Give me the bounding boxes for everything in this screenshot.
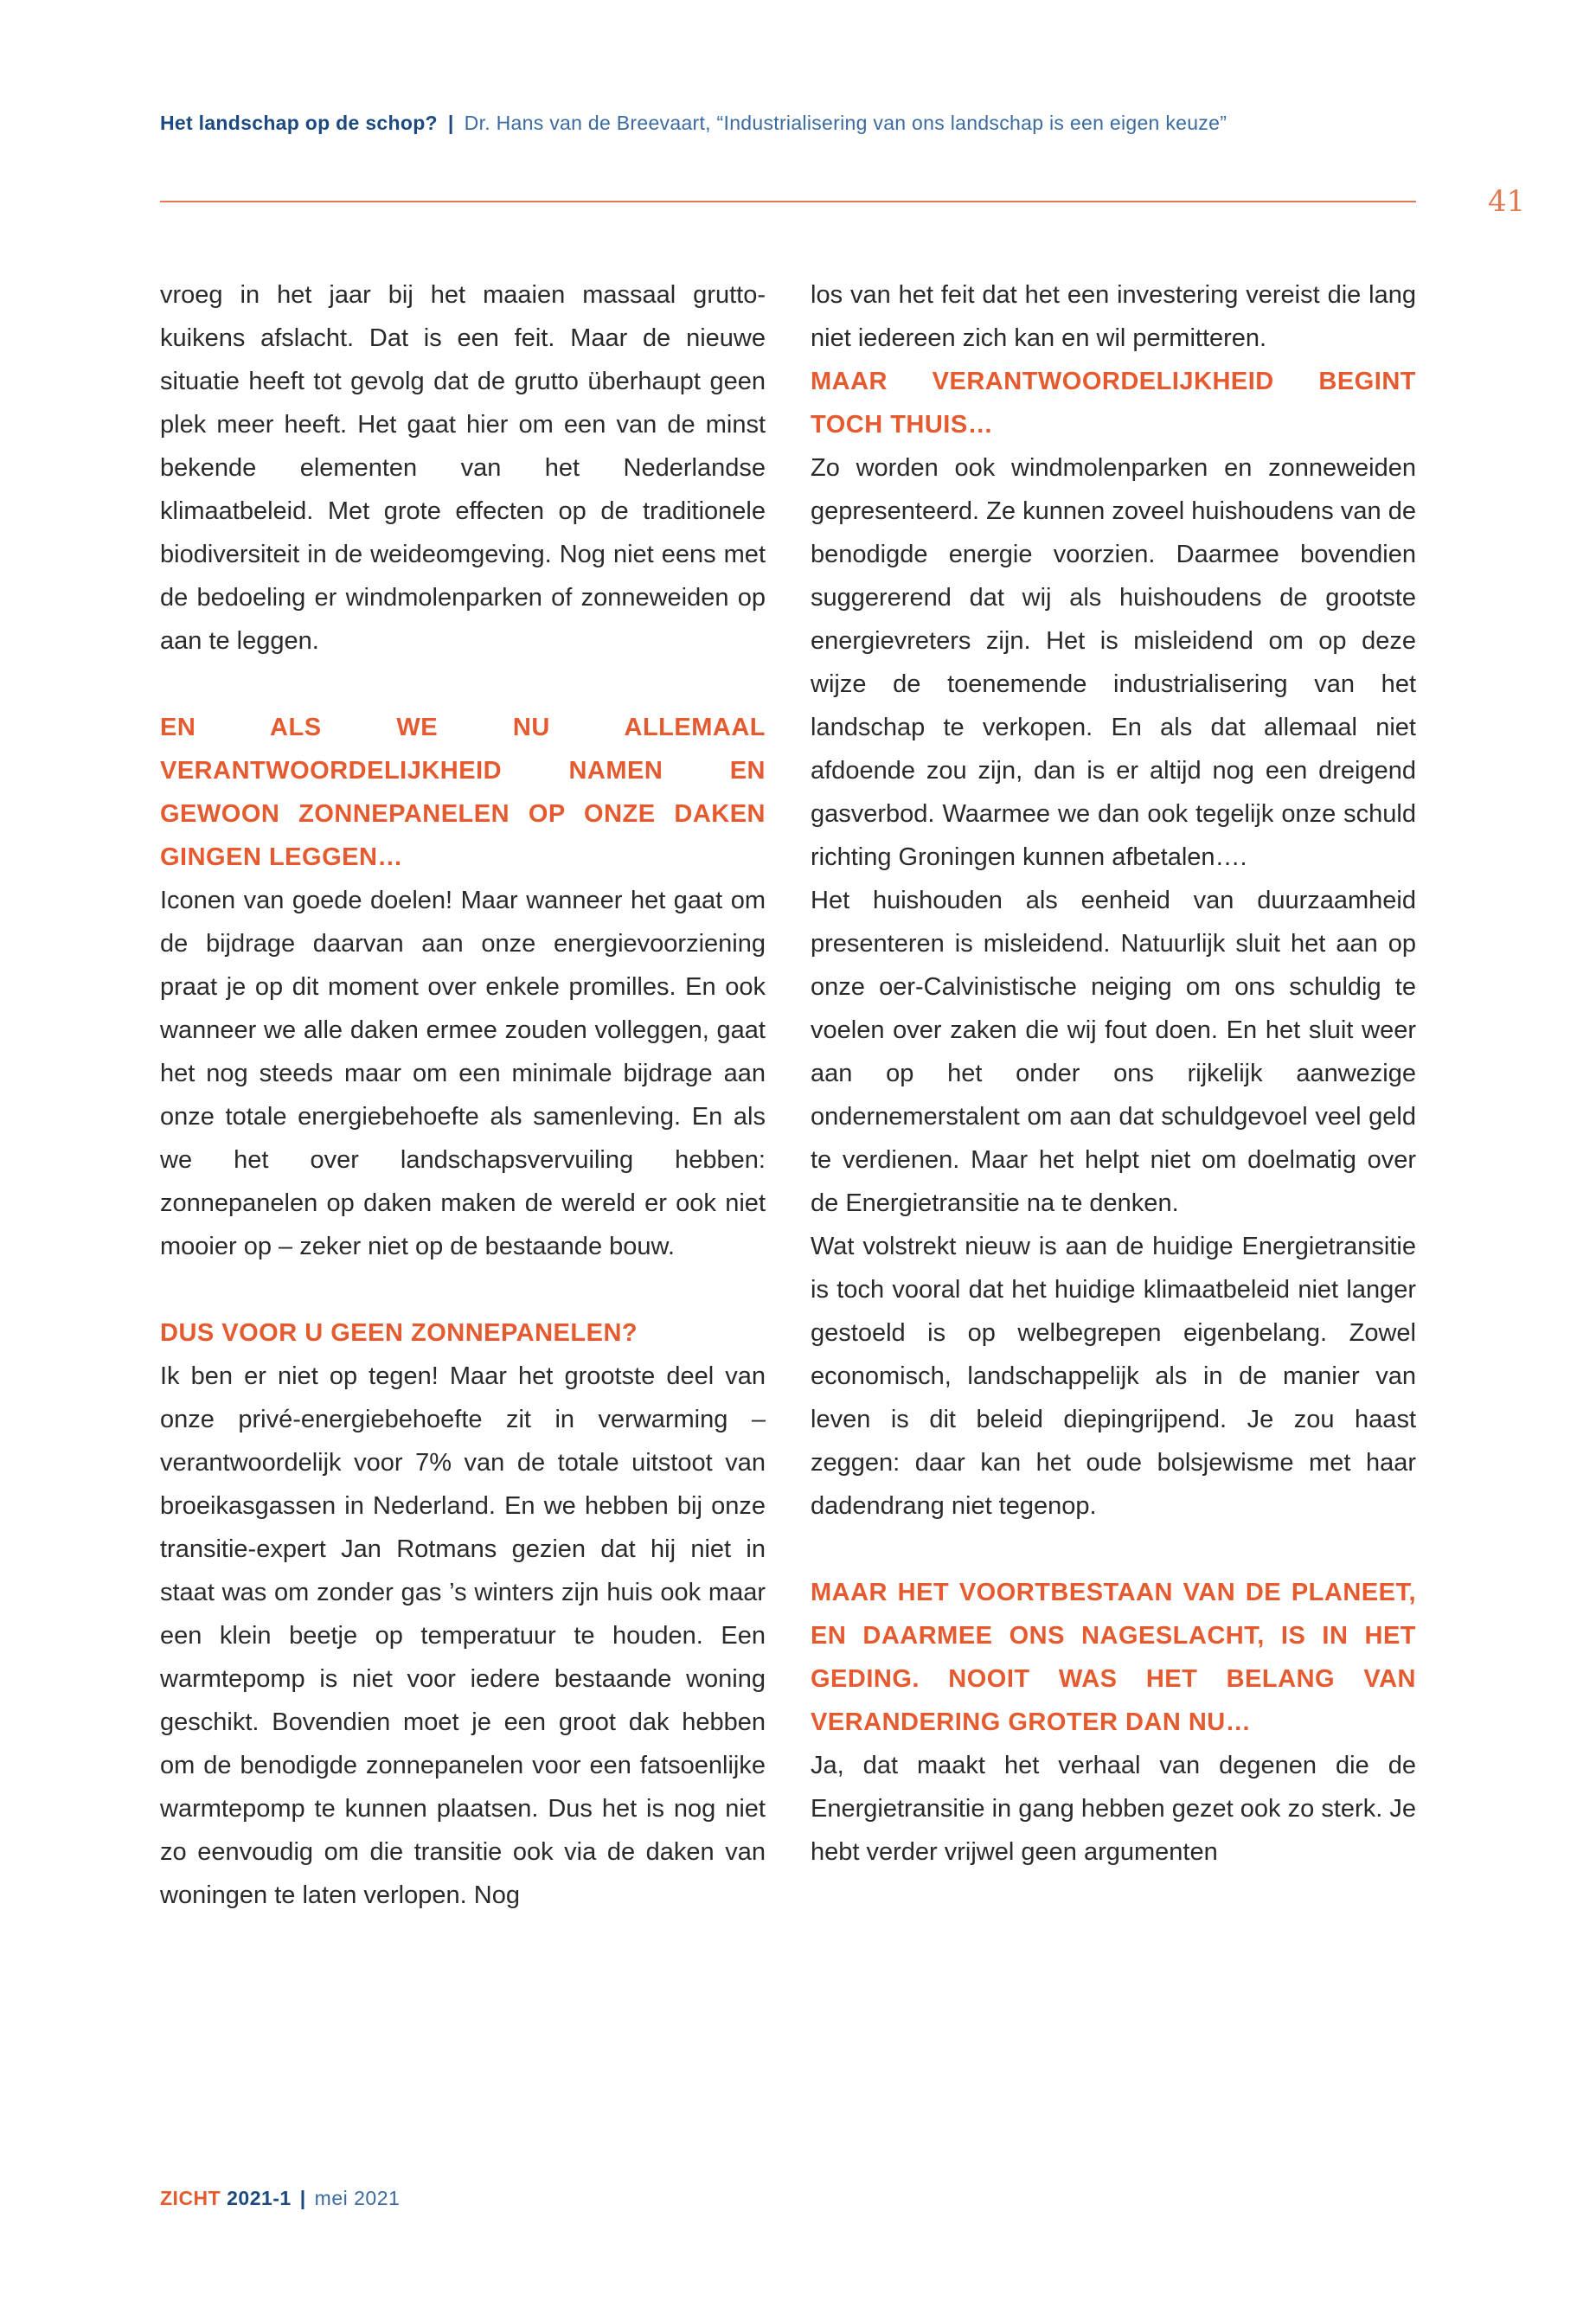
paragraph: los van het feit dat het een investering vereist die lang niet iedereen zich kan en wil permitteren. [811,281,1416,352]
paragraph: Zo worden ook windmolenparken en zonneweiden gepresenteerd. Ze kunnen zoveel huishoudens van de benodigde energie voorzien. Daarmee bovendien suggererend dat wij als huishoudens de grootste energievreters zijn. Het is misleidend om op deze wijze de toenemende industrialisering van het landschap te verkopen. En als dat allemaal niet afdoende zou zijn, dan is er altijd nog een dreigend gasverbod. Waarmee we dan ook tegelijk onze schuld richting Groningen kunnen afbetalen…. [811,454,1416,871]
right-column [811,273,1416,1874]
paragraph: Ik ben er niet op tegen! Maar het grootste deel van onze privé-energiebehoefte zit in verwarming – verantwoordelijk voor 7% van de totale uitstoot van broeikasgassen in Nederland. En we hebben bij onze transitie-expert Jan Rotmans gezien dat hij niet in staat was om zonder gas ’s winters zijn huis ook maar een klein beetje op temperatuur te houden. Een warmtepomp is niet voor iedere bestaande woning geschikt. Bovendien moet je een groot dak hebben om de benodigde zonnepanelen voor een fatsoenlijke warmtepomp te kunnen plaatsen. Dus het is nog niet zo eenvoudig om die transitie ook via de daken van woningen te laten verlopen. Nog [160,1362,766,1909]
paragraph: vroeg in het jaar bij het maaien massaal grutto-kuikens afslacht. Dat is een feit. Maar de nieuwe situatie heeft tot gevolg dat de grutto überhaupt geen plek meer heeft. Het gaat hier om een van de minst bekende elementen van het Nederlandse klimaatbeleid. Met grote effecten op de traditionele biodiversiteit in de weideomgeving. Nog niet eens met de bedoeling er windmolenparken of zonneweiden op aan te leggen. [160,281,766,655]
footer [160,2187,400,2210]
spacer [160,663,766,706]
spacer [160,1268,766,1311]
subheading: MAAR VERANTWOORDELIJKHEID BEGINT TOCH THUIS… [811,368,1416,439]
series-title: Het landschap op de schop? [160,112,438,134]
subheading: MAAR HET VOORTBESTAAN VAN DE PLANEET, EN DAARMEE ONS NAGESLACHT, IS IN HET GEDING. NOOIT WAS HET BELANG VAN VERANDERING GROTER DAN NU… [811,1579,1416,1736]
running-head [160,112,1227,135]
spacer [811,1528,1416,1571]
page-number: 41 [1488,184,1526,219]
paragraph: Ja, dat maakt het verhaal van degenen die de Energietransitie in gang hebben gezet ook zo sterk. Je hebt verder vrijwel geen argumenten [811,1752,1416,1866]
magazine-name: ZICHT [160,2187,221,2209]
issue-date: mei 2021 [314,2187,401,2209]
paragraph: Het huishouden als eenheid van duurzaamheid presenteren is misleidend. Natuurlijk sluit het aan op onze oer-Calvinistische neiging om ons schuldig te voelen over zaken die wij fout doen. En het sluit weer aan op het onder ons rijkelijk aanwezige ondernemerstalent om aan dat schuldgevoel veel geld te verdienen. Maar het helpt niet om doelmatig over de Energietransitie na te denken. [811,887,1416,1217]
subheading: DUS VOOR U GEEN ZONNEPANELEN? [160,1319,638,1347]
header-separator: | [447,112,454,134]
paragraph: Iconen van goede doelen! Maar wanneer het gaat om de bijdrage daarvan aan onze energievoorziening praat je op dit moment over enkele promilles. En ook wanneer we alle daken ermee zouden volleggen, gaat het nog steeds maar om een minimale bijdrage aan onze totale energiebehoefte als samenleving. En als we het over landschapsvervuiling hebben: zonnepanelen op daken maken de wereld er ook niet mooier op – zeker niet op de bestaande bouw. [160,887,766,1260]
article-title: Dr. Hans van de Breevaart, “Industrialisering van ons landschap is een eigen keuze” [464,112,1227,134]
subheading: EN ALS WE NU ALLEMAAL VERANTWOORDELIJKHEID NAMEN EN GEWOON ZONNEPANELEN OP ONZE DAKEN GINGEN LEGGEN… [160,714,766,871]
header-rule [160,201,1416,202]
left-column [160,273,766,1917]
paragraph: Wat volstrekt nieuw is aan de huidige Energietransitie is toch vooral dat het huidige klimaatbeleid niet langer gestoeld is op welbegrepen eigenbelang. Zowel economisch, landschappelijk als in de manier van leven is dit beleid diepingrijpend. Je zou haast zeggen: daar kan het oude bolsjewisme met haar dadendrang niet tegenop. [811,1233,1416,1520]
footer-separator: | [299,2187,306,2209]
issue-number: 2021-1 [227,2187,292,2209]
